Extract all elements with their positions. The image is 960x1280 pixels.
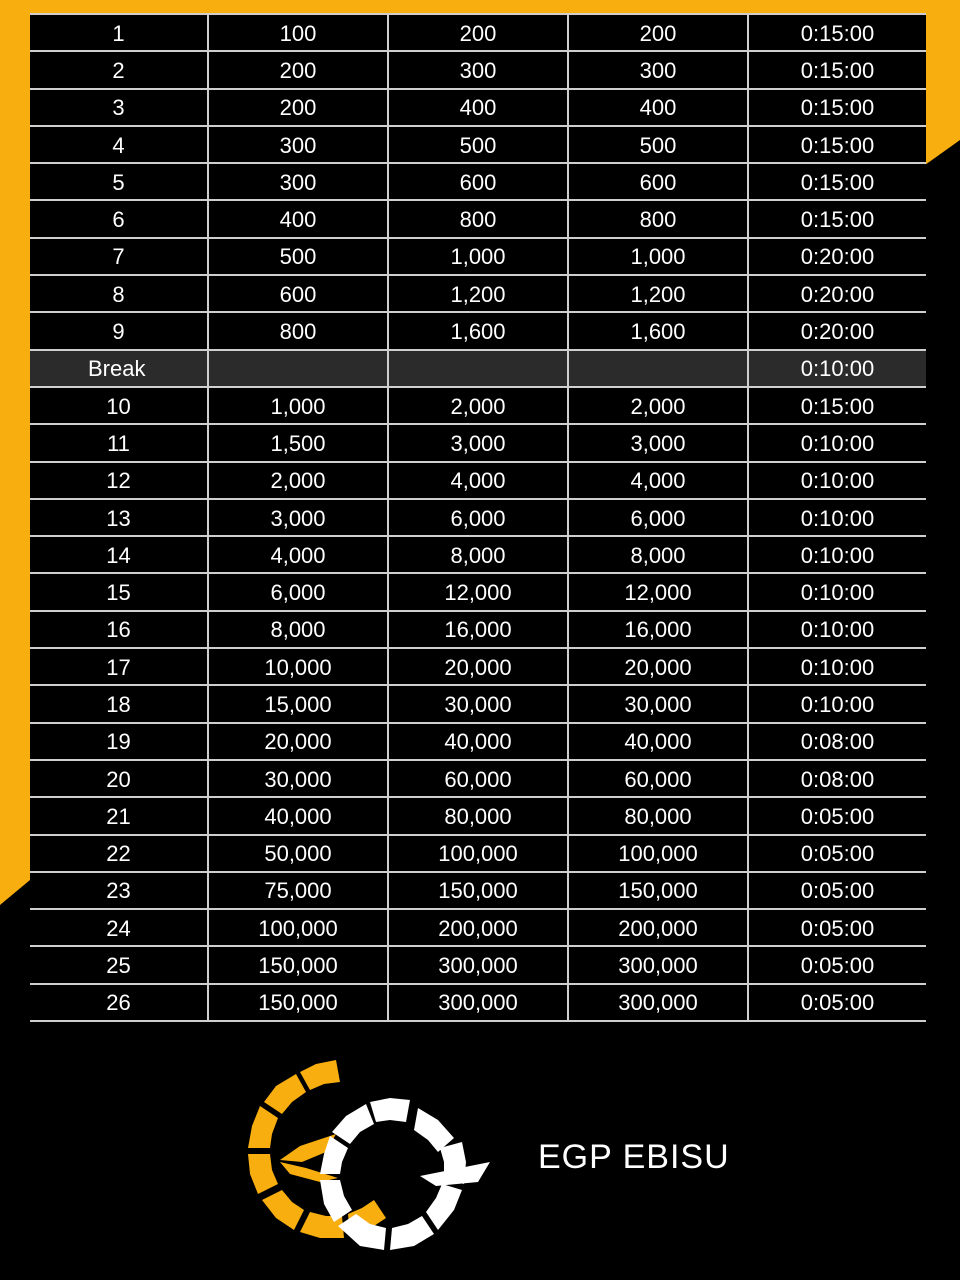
big-blind-cell: 20,000 (568, 648, 748, 685)
ante-cell: 40,000 (208, 797, 388, 834)
level-cell: 6 (30, 200, 208, 237)
big-blind-cell: 400 (568, 89, 748, 126)
small-blind-cell (388, 350, 568, 387)
duration-cell: 0:08:00 (748, 760, 926, 797)
level-row (30, 536, 926, 573)
small-blind-cell: 300 (388, 51, 568, 88)
small-blind-cell: 1,600 (388, 312, 568, 349)
level-row (30, 51, 926, 88)
level-cell: 19 (30, 723, 208, 760)
big-blind-cell: 40,000 (568, 723, 748, 760)
duration-cell: 0:10:00 (748, 685, 926, 722)
big-blind-cell: 3,000 (568, 424, 748, 461)
level-row (30, 424, 926, 461)
ante-cell: 6,000 (208, 573, 388, 610)
level-row (30, 163, 926, 200)
small-blind-cell: 600 (388, 163, 568, 200)
level-row (30, 573, 926, 610)
level-row (30, 126, 926, 163)
ante-cell: 4,000 (208, 536, 388, 573)
level-row (30, 14, 926, 51)
big-blind-cell: 4,000 (568, 462, 748, 499)
level-cell: 8 (30, 275, 208, 312)
level-row (30, 835, 926, 872)
ante-cell: 800 (208, 312, 388, 349)
brand-name: EGP EBISU (538, 1138, 730, 1176)
duration-cell: 0:15:00 (748, 163, 926, 200)
blind-structure-table (30, 13, 926, 1022)
level-row (30, 723, 926, 760)
small-blind-cell: 2,000 (388, 387, 568, 424)
level-cell: 1 (30, 14, 208, 51)
big-blind-cell: 100,000 (568, 835, 748, 872)
ante-cell: 1,500 (208, 424, 388, 461)
big-blind-cell: 1,000 (568, 238, 748, 275)
ante-cell: 400 (208, 200, 388, 237)
duration-cell: 0:10:00 (748, 648, 926, 685)
duration-cell: 0:10:00 (748, 424, 926, 461)
duration-cell: 0:15:00 (748, 14, 926, 51)
level-cell: 15 (30, 573, 208, 610)
level-cell: 25 (30, 946, 208, 983)
egp-eg-logo-icon (240, 1050, 500, 1265)
small-blind-cell: 8,000 (388, 536, 568, 573)
ante-cell: 600 (208, 275, 388, 312)
blind-structure-table-wrap (30, 13, 926, 1023)
level-cell: 21 (30, 797, 208, 834)
ante-cell: 200 (208, 51, 388, 88)
ante-cell: 75,000 (208, 872, 388, 909)
duration-cell: 0:10:00 (748, 573, 926, 610)
small-blind-cell: 100,000 (388, 835, 568, 872)
duration-cell: 0:15:00 (748, 89, 926, 126)
small-blind-cell: 4,000 (388, 462, 568, 499)
level-cell: 20 (30, 760, 208, 797)
level-row (30, 387, 926, 424)
level-cell: 4 (30, 126, 208, 163)
duration-cell: 0:05:00 (748, 946, 926, 983)
level-row (30, 909, 926, 946)
logo-e-letter (248, 1060, 386, 1238)
small-blind-cell: 6,000 (388, 499, 568, 536)
small-blind-cell: 20,000 (388, 648, 568, 685)
big-blind-cell (568, 350, 748, 387)
level-cell: 11 (30, 424, 208, 461)
small-blind-cell: 400 (388, 89, 568, 126)
small-blind-cell: 12,000 (388, 573, 568, 610)
big-blind-cell: 12,000 (568, 573, 748, 610)
duration-cell: 0:05:00 (748, 872, 926, 909)
big-blind-cell: 80,000 (568, 797, 748, 834)
big-blind-cell: 300,000 (568, 946, 748, 983)
small-blind-cell: 300,000 (388, 984, 568, 1021)
duration-cell: 0:15:00 (748, 126, 926, 163)
ante-cell: 500 (208, 238, 388, 275)
ante-cell: 10,000 (208, 648, 388, 685)
big-blind-cell: 60,000 (568, 760, 748, 797)
big-blind-cell: 16,000 (568, 611, 748, 648)
level-cell: 7 (30, 238, 208, 275)
ante-cell: 15,000 (208, 685, 388, 722)
small-blind-cell: 1,200 (388, 275, 568, 312)
level-row (30, 312, 926, 349)
ante-cell (208, 350, 388, 387)
duration-cell: 0:10:00 (748, 536, 926, 573)
level-row (30, 946, 926, 983)
big-blind-cell: 6,000 (568, 499, 748, 536)
level-row (30, 797, 926, 834)
small-blind-cell: 800 (388, 200, 568, 237)
level-cell: Break (30, 350, 208, 387)
ante-cell: 100 (208, 14, 388, 51)
big-blind-cell: 300 (568, 51, 748, 88)
big-blind-cell: 2,000 (568, 387, 748, 424)
ante-cell: 300 (208, 126, 388, 163)
big-blind-cell: 200,000 (568, 909, 748, 946)
big-blind-cell: 800 (568, 200, 748, 237)
ante-cell: 100,000 (208, 909, 388, 946)
small-blind-cell: 3,000 (388, 424, 568, 461)
big-blind-cell: 1,200 (568, 275, 748, 312)
level-row (30, 648, 926, 685)
level-cell: 14 (30, 536, 208, 573)
duration-cell: 0:20:00 (748, 312, 926, 349)
level-cell: 3 (30, 89, 208, 126)
duration-cell: 0:15:00 (748, 200, 926, 237)
break-row (30, 350, 926, 387)
small-blind-cell: 80,000 (388, 797, 568, 834)
big-blind-cell: 300,000 (568, 984, 748, 1021)
duration-cell: 0:20:00 (748, 275, 926, 312)
duration-cell: 0:10:00 (748, 350, 926, 387)
level-cell: 13 (30, 499, 208, 536)
ante-cell: 300 (208, 163, 388, 200)
level-cell: 18 (30, 685, 208, 722)
duration-cell: 0:05:00 (748, 984, 926, 1021)
duration-cell: 0:10:00 (748, 462, 926, 499)
level-row (30, 685, 926, 722)
ante-cell: 150,000 (208, 984, 388, 1021)
blind-structure-rows (30, 14, 926, 1021)
level-cell: 16 (30, 611, 208, 648)
big-blind-cell: 1,600 (568, 312, 748, 349)
big-blind-cell: 200 (568, 14, 748, 51)
small-blind-cell: 16,000 (388, 611, 568, 648)
duration-cell: 0:10:00 (748, 499, 926, 536)
big-blind-cell: 8,000 (568, 536, 748, 573)
big-blind-cell: 150,000 (568, 872, 748, 909)
small-blind-cell: 30,000 (388, 685, 568, 722)
duration-cell: 0:08:00 (748, 723, 926, 760)
big-blind-cell: 600 (568, 163, 748, 200)
ante-cell: 50,000 (208, 835, 388, 872)
logo-g-letter (320, 1098, 490, 1250)
level-cell: 10 (30, 387, 208, 424)
level-cell: 17 (30, 648, 208, 685)
big-blind-cell: 500 (568, 126, 748, 163)
level-cell: 12 (30, 462, 208, 499)
level-row (30, 499, 926, 536)
small-blind-cell: 500 (388, 126, 568, 163)
ante-cell: 3,000 (208, 499, 388, 536)
level-cell: 22 (30, 835, 208, 872)
level-cell: 9 (30, 312, 208, 349)
duration-cell: 0:15:00 (748, 387, 926, 424)
ante-cell: 8,000 (208, 611, 388, 648)
ante-cell: 150,000 (208, 946, 388, 983)
duration-cell: 0:05:00 (748, 835, 926, 872)
level-row (30, 462, 926, 499)
level-row (30, 984, 926, 1021)
ante-cell: 2,000 (208, 462, 388, 499)
small-blind-cell: 1,000 (388, 238, 568, 275)
duration-cell: 0:15:00 (748, 51, 926, 88)
level-cell: 5 (30, 163, 208, 200)
level-cell: 23 (30, 872, 208, 909)
small-blind-cell: 200 (388, 14, 568, 51)
level-row (30, 872, 926, 909)
small-blind-cell: 200,000 (388, 909, 568, 946)
small-blind-cell: 150,000 (388, 872, 568, 909)
small-blind-cell: 300,000 (388, 946, 568, 983)
ante-cell: 20,000 (208, 723, 388, 760)
small-blind-cell: 40,000 (388, 723, 568, 760)
big-blind-cell: 30,000 (568, 685, 748, 722)
duration-cell: 0:20:00 (748, 238, 926, 275)
level-row (30, 275, 926, 312)
level-row (30, 200, 926, 237)
level-cell: 26 (30, 984, 208, 1021)
duration-cell: 0:05:00 (748, 797, 926, 834)
level-row (30, 611, 926, 648)
small-blind-cell: 60,000 (388, 760, 568, 797)
level-cell: 24 (30, 909, 208, 946)
level-row (30, 238, 926, 275)
ante-cell: 30,000 (208, 760, 388, 797)
ante-cell: 200 (208, 89, 388, 126)
ante-cell: 1,000 (208, 387, 388, 424)
level-row (30, 89, 926, 126)
level-row (30, 760, 926, 797)
duration-cell: 0:10:00 (748, 611, 926, 648)
duration-cell: 0:05:00 (748, 909, 926, 946)
level-cell: 2 (30, 51, 208, 88)
